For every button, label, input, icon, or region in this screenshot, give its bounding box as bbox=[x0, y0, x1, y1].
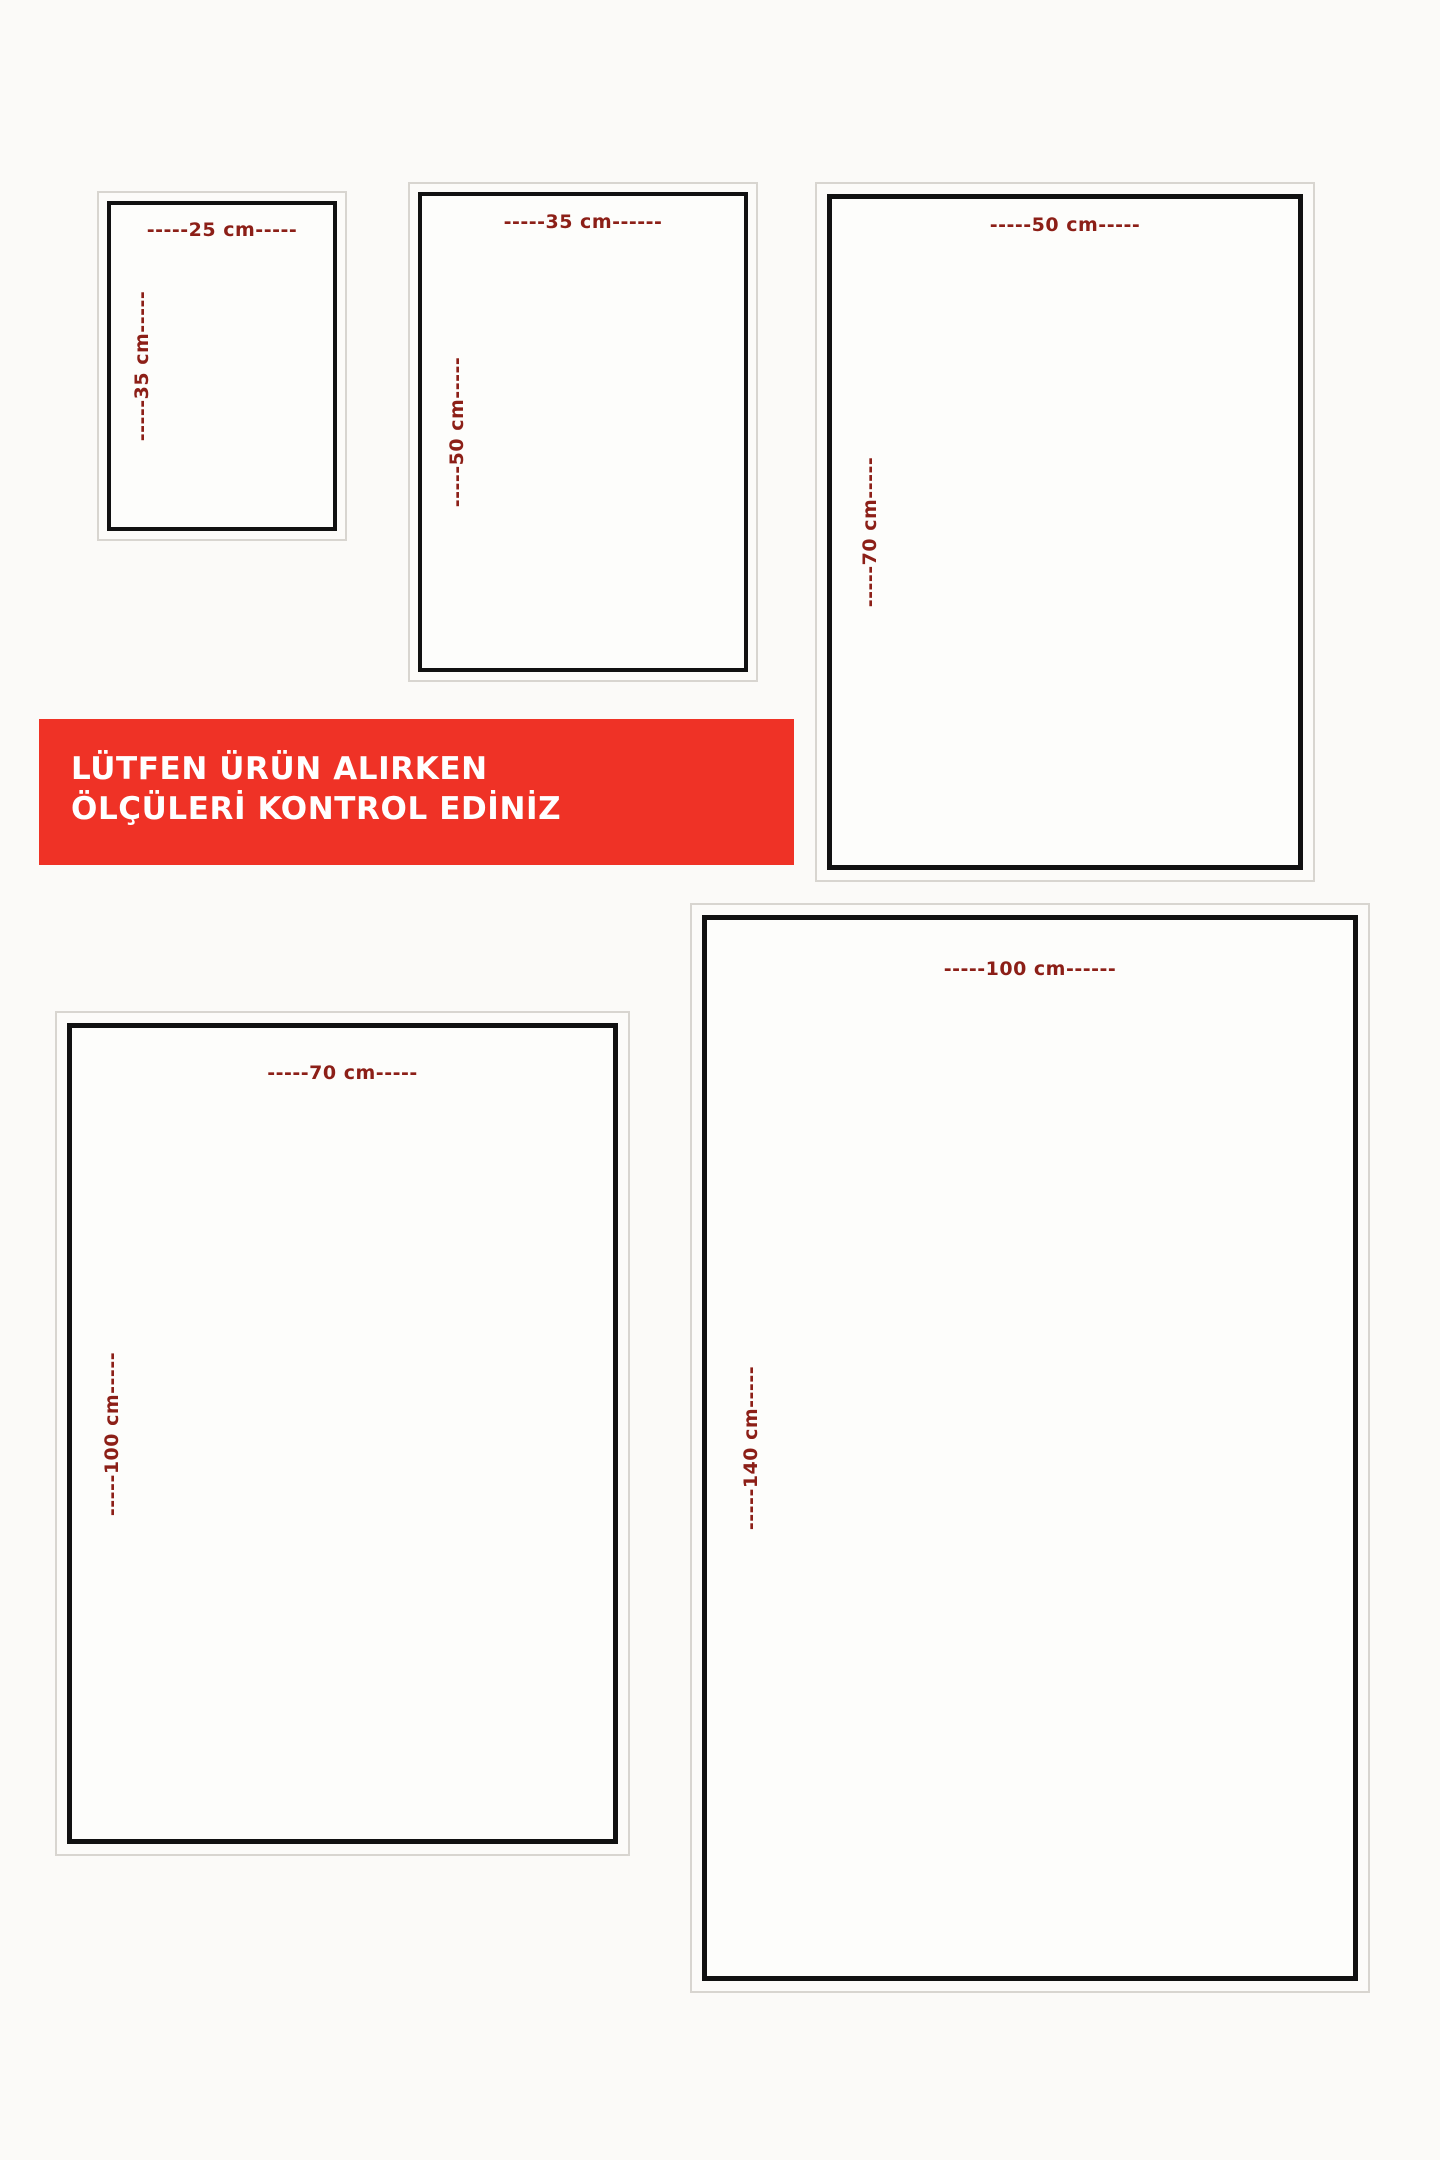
size-frame-50x70 bbox=[815, 182, 1315, 882]
size-frame-35x50 bbox=[408, 182, 758, 682]
width-label-50x70: -----50 cm----- bbox=[989, 214, 1141, 236]
size-frame-25x35 bbox=[97, 191, 347, 541]
size-frame-inner-70x100 bbox=[67, 1023, 618, 1844]
size-frame-70x100 bbox=[55, 1011, 630, 1856]
height-label-50x70: -----70 cm----- bbox=[859, 456, 881, 608]
warning-line-1: LÜTFEN ÜRÜN ALIRKEN bbox=[71, 751, 488, 788]
size-frame-100x140 bbox=[690, 903, 1370, 1993]
height-label-70x100: -----100 cm----- bbox=[101, 1351, 123, 1516]
size-frame-inner-100x140 bbox=[702, 915, 1358, 1981]
width-label-70x100: -----70 cm----- bbox=[267, 1062, 418, 1084]
height-label-25x35: -----35 cm----- bbox=[131, 290, 153, 442]
height-label-35x50: -----50 cm----- bbox=[446, 356, 468, 508]
warning-banner bbox=[39, 719, 794, 865]
height-label-100x140: -----140 cm----- bbox=[740, 1365, 762, 1531]
width-label-25x35: -----25 cm----- bbox=[146, 219, 298, 241]
width-label-100x140: -----100 cm------ bbox=[943, 958, 1117, 980]
warning-line-2: ÖLÇÜLERİ KONTROL EDİNİZ bbox=[71, 791, 562, 827]
size-frame-inner-50x70 bbox=[827, 194, 1303, 870]
width-label-35x50: -----35 cm------ bbox=[503, 211, 663, 233]
